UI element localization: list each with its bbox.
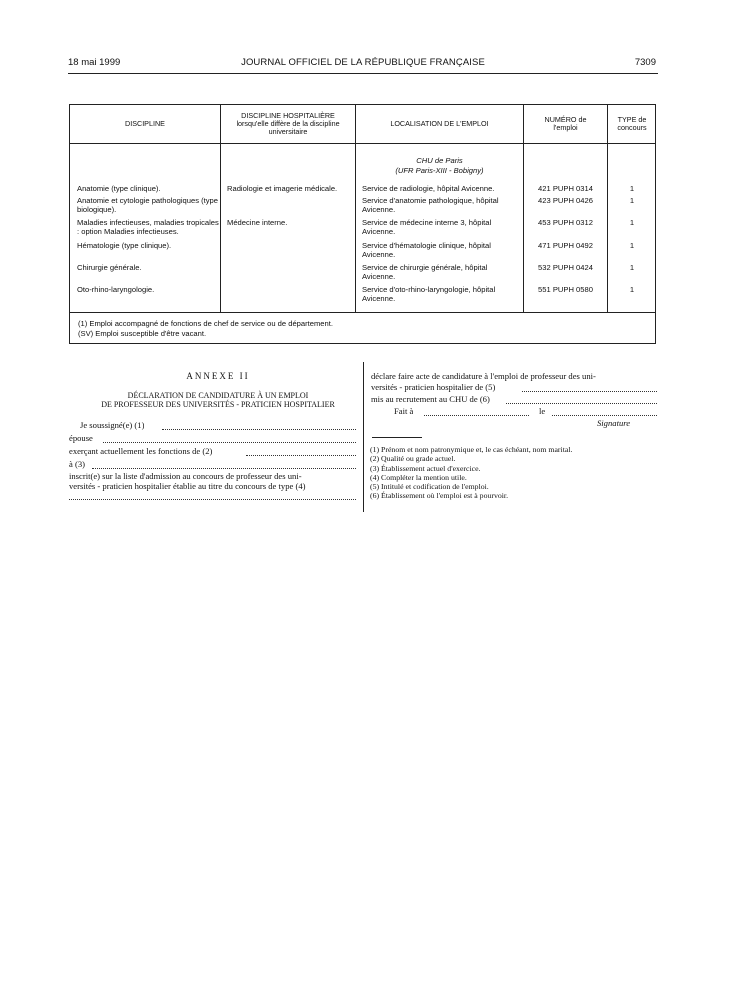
form-field-type[interactable] [69, 490, 356, 500]
table-cell-discipline: Maladies infectieuses, maladies tropicales : option Maladies infectieuses. [77, 218, 219, 236]
table-footnote: (SV) Emploi susceptible d'être vacant. [78, 329, 207, 338]
annexe-subtitle-line: DE PROFESSEUR DES UNIVERSITÉS - PRATICIEN HOSPITALIER [101, 400, 335, 409]
page-header [68, 57, 658, 69]
signature-label: Signature [597, 418, 631, 428]
table-cell-discipline: Anatomie et cytologie pathologiques (type biologique). [77, 196, 218, 214]
table-cell-type: 1 [629, 263, 635, 272]
notes-rule [372, 437, 422, 438]
table-cell-hosp: Médecine interne. [227, 218, 288, 227]
table-cell-localisation: Service de médecine interne 3, hôpital Avicenne. [362, 218, 492, 236]
emplois-table [69, 104, 656, 344]
table-cell-numero: 532 PUPH 0424 [538, 263, 593, 272]
form-text-declare: déclare faire acte de candidature à l'emploi de professeur des uni- [371, 371, 596, 381]
form-label-lieu: à (3) [69, 459, 85, 469]
annexe-subtitle-line: DÉCLARATION DE CANDIDATURE À UN EMPLOI [127, 391, 309, 400]
table-footnote: (1) Emploi accompagné de fonctions de chef de service ou de département. [78, 319, 333, 328]
form-field-lieu[interactable] [92, 459, 356, 469]
annexe-subtitle [76, 391, 360, 409]
annexe-note: (3) Établissement actuel d'exercice. [370, 463, 481, 473]
col-header-discipline: DISCIPLINE [125, 119, 165, 128]
table-cell-hosp: Radiologie et imagerie médicale. [227, 184, 338, 193]
table-cell-type: 1 [629, 218, 635, 227]
form-field-emploi[interactable] [522, 382, 657, 392]
table-cell-localisation: Service d'hématologie clinique, hôpital Avicenne. [362, 241, 491, 259]
table-cell-type: 1 [629, 241, 635, 250]
col-header-type: TYPE de concours [617, 115, 647, 132]
annexe-note: (2) Qualité ou grade actuel. [370, 454, 456, 464]
annexe-note: (1) Prénom et nom patronymique et, le cas échéant, nom marital. [370, 445, 573, 454]
col-header-discipline-hospitaliere: DISCIPLINE HOSPITALIÈRE lorsqu'elle diffère de la discipline universitaire [236, 111, 340, 136]
form-field-epouse[interactable] [103, 433, 356, 443]
header-date: 18 mai 1999 [68, 57, 121, 68]
form-text-inscrit: versités - praticien hospitalier établie au titre du concours de type (4) [69, 481, 306, 491]
table-cell-numero: 421 PUPH 0314 [538, 184, 593, 193]
table-cell-discipline: Hématologie (type clinique). [77, 241, 172, 250]
form-text-inscrit: inscrit(e) sur la liste d'admission au concours de professeur des uni- [69, 471, 302, 481]
col-header-localisation: LOCALISATION DE L'EMPLOI [390, 119, 489, 128]
page-number: 7309 [634, 57, 656, 68]
annexe-note: (4) Compléter la mention utile. [370, 472, 467, 482]
ufr-label: (UFR Paris-XIII - Bobigny) [395, 166, 484, 175]
table-cell-type: 1 [629, 196, 635, 205]
annexe-note: (5) Intitulé et codification de l'emploi. [370, 482, 489, 492]
form-field-fait-a[interactable] [424, 406, 529, 416]
table-cell-numero: 423 PUPH 0426 [538, 196, 593, 205]
form-label-chu: mis au recrutement au CHU de (6) [371, 394, 490, 404]
form-label-fait-a: Fait à [394, 406, 414, 416]
col-header-numero: NUMÉRO de l'emploi [544, 115, 587, 132]
form-field-soussigne[interactable] [162, 420, 356, 430]
form-field-fonctions[interactable] [246, 446, 356, 456]
header-rule [68, 73, 658, 74]
column-divider [363, 362, 364, 512]
annexe-title: ANNEXE II [186, 371, 250, 381]
chu-label: CHU de Paris [416, 156, 463, 165]
form-field-date[interactable] [552, 406, 657, 416]
table-cell-type: 1 [629, 285, 635, 294]
table-cell-localisation: Service de radiologie, hôpital Avicenne. [362, 184, 495, 193]
form-field-chu[interactable] [506, 394, 657, 404]
table-cell-localisation: Service d'oto-rhino-laryngologie, hôpital Avicenne. [362, 285, 496, 303]
table-cell-discipline: Anatomie (type clinique). [77, 184, 161, 193]
form-label-fonctions: exerçant actuellement les fonctions de (2) [69, 446, 213, 456]
form-label-emploi: versités - praticien hospitalier de (5) [371, 382, 496, 392]
table-cell-discipline: Chirurgie générale. [77, 263, 142, 272]
form-label-soussigne: Je soussigné(e) (1) [80, 420, 145, 430]
table-cell-numero: 551 PUPH 0580 [538, 285, 593, 294]
annexe-notes [370, 445, 572, 501]
header-rule [70, 143, 655, 144]
footnote-rule [70, 312, 655, 313]
table-cell-type: 1 [629, 184, 635, 193]
table-cell-localisation: Service d'anatomie pathologique, hôpital Avicenne. [362, 196, 499, 214]
table-cell-numero: 471 PUPH 0492 [538, 241, 593, 250]
table-cell-numero: 453 PUPH 0312 [538, 218, 593, 227]
journal-title: JOURNAL OFFICIEL DE LA RÉPUBLIQUE FRANÇAISE [241, 57, 485, 68]
form-label-epouse: épouse [69, 433, 93, 443]
annexe-note: (6) Établissement où l'emploi est à pourvoir. [370, 491, 509, 501]
form-label-le: le [539, 406, 546, 416]
table-cell-localisation: Service de chirurgie générale, hôpital Avicenne. [362, 263, 488, 281]
table-cell-discipline: Oto-rhino-laryngologie. [77, 285, 155, 294]
